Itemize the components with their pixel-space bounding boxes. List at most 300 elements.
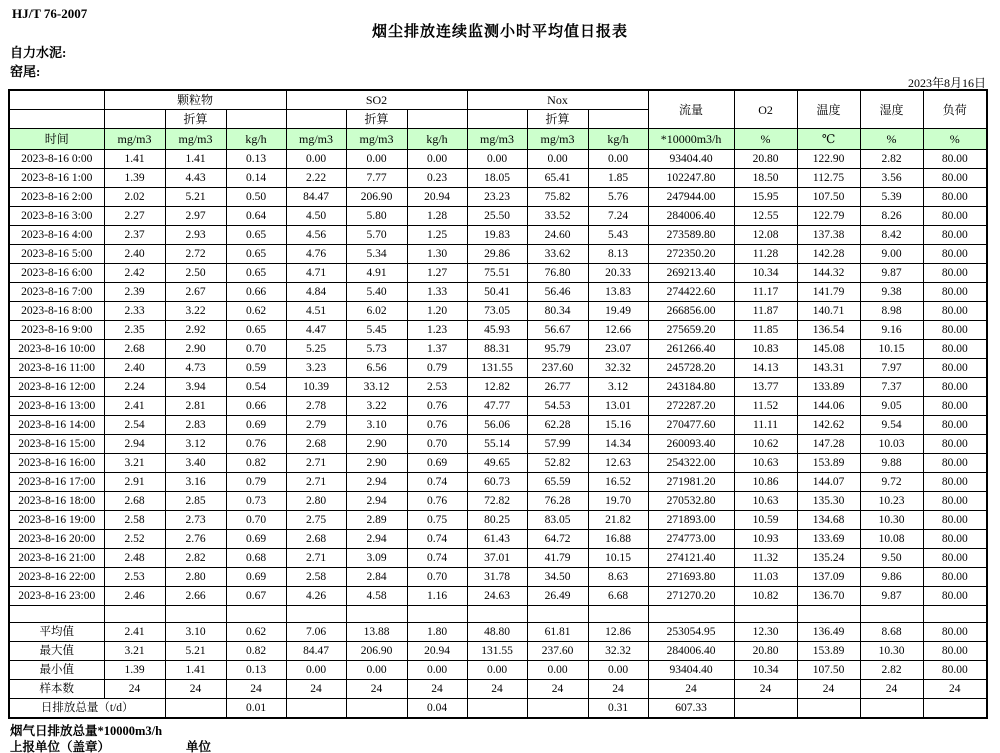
value-cell: 47.77 (467, 397, 527, 416)
summary-value-cell: 24 (588, 680, 648, 699)
summary-value-cell: 2.41 (104, 623, 165, 642)
value-cell: 135.30 (797, 492, 860, 511)
value-cell: 80.00 (923, 359, 987, 378)
summary-value-cell: 80.00 (923, 642, 987, 661)
table-row (9, 511, 987, 530)
value-cell: 122.79 (797, 207, 860, 226)
summary-value-cell: 12.86 (588, 623, 648, 642)
value-cell: 0.00 (407, 150, 467, 169)
unit-cell: mg/m3 (467, 129, 527, 150)
col-load: 负荷 (923, 90, 987, 129)
unit-cell: mg/m3 (165, 129, 226, 150)
summary-value-cell: 0.00 (588, 661, 648, 680)
value-cell: 10.59 (734, 511, 797, 530)
value-cell: 61.43 (467, 530, 527, 549)
col-group-so2: SO2 (286, 90, 467, 110)
value-cell: 41.79 (527, 549, 588, 568)
empty-cell (104, 606, 165, 623)
value-cell: 1.41 (165, 150, 226, 169)
value-cell: 0.74 (407, 549, 467, 568)
value-cell: 76.80 (527, 264, 588, 283)
value-cell: 0.70 (226, 340, 286, 359)
value-cell: 2.90 (165, 340, 226, 359)
table-row (9, 302, 987, 321)
table-row (9, 321, 987, 340)
value-cell: 20.80 (734, 150, 797, 169)
value-cell: 2.48 (104, 549, 165, 568)
table-row (9, 378, 987, 397)
value-cell: 10.30 (860, 511, 923, 530)
value-cell: 0.70 (407, 435, 467, 454)
value-cell: 260093.40 (648, 435, 734, 454)
empty-cell (648, 606, 734, 623)
value-cell: 9.00 (860, 245, 923, 264)
value-cell: 9.16 (860, 321, 923, 340)
value-cell: 18.05 (467, 169, 527, 188)
page-title: 烟尘排放连续监测小时平均值日报表 (371, 24, 628, 40)
value-cell: 4.91 (346, 264, 407, 283)
value-cell: 3.12 (588, 378, 648, 397)
unit-cell: *10000m3/h (648, 129, 734, 150)
value-cell: 7.77 (346, 169, 407, 188)
value-cell: 1.41 (104, 150, 165, 169)
value-cell: 24.63 (467, 587, 527, 606)
value-cell: 8.98 (860, 302, 923, 321)
value-cell: 141.79 (797, 283, 860, 302)
table-row (9, 226, 987, 245)
value-cell: 5.40 (346, 283, 407, 302)
value-cell: 0.68 (226, 549, 286, 568)
row-time: 2023-8-16 21:00 (9, 549, 104, 568)
row-time: 2023-8-16 0:00 (9, 150, 104, 169)
value-cell: 50.41 (467, 283, 527, 302)
value-cell: 0.54 (226, 378, 286, 397)
row-time: 2023-8-16 12:00 (9, 378, 104, 397)
row-time: 2023-8-16 8:00 (9, 302, 104, 321)
summary-value-cell: 24 (648, 680, 734, 699)
value-cell: 0.50 (226, 188, 286, 207)
summary-value-cell: 7.06 (286, 623, 346, 642)
daily-total-cell (346, 699, 407, 719)
empty-cell (165, 606, 226, 623)
value-cell: 10.83 (734, 340, 797, 359)
value-cell: 2.40 (104, 359, 165, 378)
summary-value-cell: 206.90 (346, 642, 407, 661)
value-cell: 2.89 (346, 511, 407, 530)
value-cell: 75.51 (467, 264, 527, 283)
value-cell: 136.70 (797, 587, 860, 606)
value-cell: 2.79 (286, 416, 346, 435)
value-cell: 0.69 (226, 568, 286, 587)
summary-value-cell: 24 (165, 680, 226, 699)
value-cell: 3.22 (165, 302, 226, 321)
value-cell: 2.90 (346, 435, 407, 454)
value-cell: 0.67 (226, 587, 286, 606)
summary-value-cell: 0.62 (226, 623, 286, 642)
col-humidity: 湿度 (860, 90, 923, 129)
table-row (9, 549, 987, 568)
value-cell: 29.86 (467, 245, 527, 264)
value-cell: 11.17 (734, 283, 797, 302)
value-cell: 12.63 (588, 454, 648, 473)
value-cell: 8.63 (588, 568, 648, 587)
value-cell: 2.66 (165, 587, 226, 606)
row-time: 2023-8-16 23:00 (9, 587, 104, 606)
value-cell: 18.50 (734, 169, 797, 188)
value-cell: 1.16 (407, 587, 467, 606)
row-time: 2023-8-16 13:00 (9, 397, 104, 416)
value-cell: 2.67 (165, 283, 226, 302)
value-cell: 19.83 (467, 226, 527, 245)
value-cell: 4.71 (286, 264, 346, 283)
value-cell: 72.82 (467, 492, 527, 511)
value-cell: 10.39 (286, 378, 346, 397)
value-cell: 2.68 (286, 435, 346, 454)
value-cell: 133.69 (797, 530, 860, 549)
summary-value-cell: 24 (734, 680, 797, 699)
value-cell: 2.92 (165, 321, 226, 340)
value-cell: 25.50 (467, 207, 527, 226)
value-cell: 0.65 (226, 321, 286, 340)
summary-row (9, 680, 987, 699)
value-cell: 19.70 (588, 492, 648, 511)
summary-value-cell: 2.82 (860, 661, 923, 680)
time-head-blank (9, 90, 104, 110)
value-cell: 153.89 (797, 454, 860, 473)
value-cell: 4.58 (346, 587, 407, 606)
value-cell: 5.39 (860, 188, 923, 207)
value-cell: 4.43 (165, 169, 226, 188)
row-time: 2023-8-16 7:00 (9, 283, 104, 302)
table-row (9, 492, 987, 511)
summary-value-cell: 32.32 (588, 642, 648, 661)
value-cell: 144.32 (797, 264, 860, 283)
value-cell: 0.76 (407, 416, 467, 435)
unit-cell: mg/m3 (346, 129, 407, 150)
value-cell: 2.78 (286, 397, 346, 416)
value-cell: 10.03 (860, 435, 923, 454)
row-time: 2023-8-16 20:00 (9, 530, 104, 549)
summary-value-cell: 24 (860, 680, 923, 699)
table-row (9, 188, 987, 207)
table-row (9, 397, 987, 416)
value-cell: 0.00 (527, 150, 588, 169)
table-row (9, 416, 987, 435)
value-cell: 7.24 (588, 207, 648, 226)
value-cell: 56.06 (467, 416, 527, 435)
value-cell: 0.69 (226, 416, 286, 435)
value-cell: 10.93 (734, 530, 797, 549)
value-cell: 45.93 (467, 321, 527, 340)
value-cell: 60.73 (467, 473, 527, 492)
value-cell: 0.69 (407, 454, 467, 473)
row-time: 2023-8-16 18:00 (9, 492, 104, 511)
value-cell: 8.26 (860, 207, 923, 226)
summary-value-cell: 24 (407, 680, 467, 699)
value-cell: 16.52 (588, 473, 648, 492)
value-cell: 144.06 (797, 397, 860, 416)
value-cell: 15.95 (734, 188, 797, 207)
value-cell: 10.15 (588, 549, 648, 568)
summary-value-cell: 24 (286, 680, 346, 699)
table-row (9, 340, 987, 359)
value-cell: 245728.20 (648, 359, 734, 378)
value-cell: 32.32 (588, 359, 648, 378)
value-cell: 5.80 (346, 207, 407, 226)
col-group-nox: Nox (467, 90, 648, 110)
value-cell: 11.52 (734, 397, 797, 416)
value-cell: 9.87 (860, 587, 923, 606)
value-cell: 33.12 (346, 378, 407, 397)
summary-value-cell: 0.82 (226, 642, 286, 661)
value-cell: 2.91 (104, 473, 165, 492)
row-time: 2023-8-16 22:00 (9, 568, 104, 587)
value-cell: 9.87 (860, 264, 923, 283)
empty-cell (860, 606, 923, 623)
value-cell: 80.00 (923, 264, 987, 283)
summary-value-cell: 61.81 (527, 623, 588, 642)
summary-value-cell: 10.30 (860, 642, 923, 661)
table-row (9, 169, 987, 188)
value-cell: 5.43 (588, 226, 648, 245)
table-row (9, 587, 987, 606)
value-cell: 65.59 (527, 473, 588, 492)
summary-label: 最小值 (9, 661, 104, 680)
daily-total-cell (860, 699, 923, 719)
value-cell: 2.02 (104, 188, 165, 207)
row-time: 2023-8-16 17:00 (9, 473, 104, 492)
value-cell: 134.68 (797, 511, 860, 530)
value-cell: 2.68 (286, 530, 346, 549)
summary-value-cell: 0.13 (226, 661, 286, 680)
summary-value-cell: 237.60 (527, 642, 588, 661)
daily-total-cell (923, 699, 987, 719)
value-cell: 0.64 (226, 207, 286, 226)
value-cell: 10.62 (734, 435, 797, 454)
value-cell: 0.73 (226, 492, 286, 511)
value-cell: 10.34 (734, 264, 797, 283)
value-cell: 12.66 (588, 321, 648, 340)
value-cell: 0.75 (407, 511, 467, 530)
summary-value-cell: 0.00 (407, 661, 467, 680)
value-cell: 16.88 (588, 530, 648, 549)
value-cell: 2.52 (104, 530, 165, 549)
report-date: 2023年8月16日 (907, 76, 986, 90)
value-cell: 135.24 (797, 549, 860, 568)
summary-value-cell: 3.10 (165, 623, 226, 642)
value-cell: 6.68 (588, 587, 648, 606)
row-time: 2023-8-16 10:00 (9, 340, 104, 359)
value-cell: 0.76 (407, 397, 467, 416)
value-cell: 80.00 (923, 378, 987, 397)
value-cell: 0.00 (467, 150, 527, 169)
value-cell: 7.97 (860, 359, 923, 378)
value-cell: 270477.60 (648, 416, 734, 435)
value-cell: 2.84 (346, 568, 407, 587)
daily-total-cell: 0.01 (226, 699, 286, 719)
value-cell: 2.22 (286, 169, 346, 188)
value-cell: 2.68 (104, 340, 165, 359)
value-cell: 4.76 (286, 245, 346, 264)
summary-value-cell: 8.68 (860, 623, 923, 642)
value-cell: 13.83 (588, 283, 648, 302)
value-cell: 136.54 (797, 321, 860, 340)
value-cell: 20.94 (407, 188, 467, 207)
row-time: 2023-8-16 5:00 (9, 245, 104, 264)
table-row (9, 454, 987, 473)
value-cell: 2.82 (860, 150, 923, 169)
summary-value-cell: 24 (104, 680, 165, 699)
value-cell: 266856.00 (648, 302, 734, 321)
value-cell: 2.94 (104, 435, 165, 454)
value-cell: 14.13 (734, 359, 797, 378)
unit-cell: kg/h (407, 129, 467, 150)
value-cell: 2.53 (407, 378, 467, 397)
value-cell: 2.82 (165, 549, 226, 568)
summary-value-cell: 20.80 (734, 642, 797, 661)
value-cell: 3.09 (346, 549, 407, 568)
unit-cell: ℃ (797, 129, 860, 150)
value-cell: 2.58 (104, 511, 165, 530)
value-cell: 0.70 (407, 568, 467, 587)
value-cell: 144.07 (797, 473, 860, 492)
value-cell: 11.28 (734, 245, 797, 264)
value-cell: 12.08 (734, 226, 797, 245)
summary-value-cell: 24 (346, 680, 407, 699)
value-cell: 272350.20 (648, 245, 734, 264)
table-row (9, 207, 987, 226)
value-cell: 54.53 (527, 397, 588, 416)
summary-value-cell: 24 (527, 680, 588, 699)
value-cell: 80.00 (923, 568, 987, 587)
summary-row (9, 661, 987, 680)
value-cell: 271270.20 (648, 587, 734, 606)
summary-value-cell: 107.50 (797, 661, 860, 680)
table-row (9, 530, 987, 549)
table-row (9, 245, 987, 264)
value-cell: 13.01 (588, 397, 648, 416)
value-cell: 57.99 (527, 435, 588, 454)
value-cell: 80.00 (923, 226, 987, 245)
daily-total-cell: 0.04 (407, 699, 467, 719)
value-cell: 4.56 (286, 226, 346, 245)
summary-value-cell: 24 (923, 680, 987, 699)
value-cell: 5.73 (346, 340, 407, 359)
value-cell: 271693.80 (648, 568, 734, 587)
value-cell: 9.54 (860, 416, 923, 435)
value-cell: 3.23 (286, 359, 346, 378)
value-cell: 64.72 (527, 530, 588, 549)
summary-value-cell: 24 (797, 680, 860, 699)
summary-value-cell: 1.39 (104, 661, 165, 680)
value-cell: 10.82 (734, 587, 797, 606)
value-cell: 10.08 (860, 530, 923, 549)
summary-value-cell: 48.80 (467, 623, 527, 642)
value-cell: 37.01 (467, 549, 527, 568)
summary-value-cell: 80.00 (923, 661, 987, 680)
col-temperature: 温度 (797, 90, 860, 129)
value-cell: 80.00 (923, 340, 987, 359)
value-cell: 2.90 (346, 454, 407, 473)
value-cell: 4.51 (286, 302, 346, 321)
daily-total-cell (527, 699, 588, 719)
value-cell: 80.34 (527, 302, 588, 321)
value-cell: 80.00 (923, 245, 987, 264)
value-cell: 24.60 (527, 226, 588, 245)
value-cell: 76.28 (527, 492, 588, 511)
value-cell: 62.28 (527, 416, 588, 435)
value-cell: 0.74 (407, 530, 467, 549)
value-cell: 0.00 (346, 150, 407, 169)
row-time: 2023-8-16 19:00 (9, 511, 104, 530)
value-cell: 8.42 (860, 226, 923, 245)
value-cell: 11.03 (734, 568, 797, 587)
value-cell: 80.00 (923, 511, 987, 530)
daily-total-cell: 0.31 (588, 699, 648, 719)
summary-value-cell: 0.00 (467, 661, 527, 680)
value-cell: 2.40 (104, 245, 165, 264)
value-cell: 1.33 (407, 283, 467, 302)
summary-label: 样本数 (9, 680, 104, 699)
row-time: 2023-8-16 3:00 (9, 207, 104, 226)
doc-code: HJ/T 76-2007 (12, 6, 88, 21)
value-cell: 4.47 (286, 321, 346, 340)
value-cell: 1.39 (104, 169, 165, 188)
value-cell: 102247.80 (648, 169, 734, 188)
table-row (9, 473, 987, 492)
unit-cell: mg/m3 (286, 129, 346, 150)
value-cell: 2.71 (286, 549, 346, 568)
value-cell: 3.10 (346, 416, 407, 435)
value-cell: 271981.20 (648, 473, 734, 492)
value-cell: 11.87 (734, 302, 797, 321)
value-cell: 271893.00 (648, 511, 734, 530)
unit-cell: % (734, 129, 797, 150)
value-cell: 0.65 (226, 264, 286, 283)
value-cell: 10.63 (734, 454, 797, 473)
value-cell: 9.05 (860, 397, 923, 416)
value-cell: 0.70 (226, 511, 286, 530)
value-cell: 145.08 (797, 340, 860, 359)
summary-value-cell: 284006.40 (648, 642, 734, 661)
value-cell: 0.00 (588, 150, 648, 169)
row-time: 2023-8-16 2:00 (9, 188, 104, 207)
value-cell: 143.31 (797, 359, 860, 378)
empty-cell (407, 606, 467, 623)
value-cell: 11.32 (734, 549, 797, 568)
value-cell: 23.07 (588, 340, 648, 359)
value-cell: 273589.80 (648, 226, 734, 245)
value-cell: 2.76 (165, 530, 226, 549)
value-cell: 140.71 (797, 302, 860, 321)
value-cell: 10.15 (860, 340, 923, 359)
value-cell: 55.14 (467, 435, 527, 454)
value-cell: 33.52 (527, 207, 588, 226)
value-cell: 1.25 (407, 226, 467, 245)
value-cell: 10.86 (734, 473, 797, 492)
value-cell: 2.33 (104, 302, 165, 321)
value-cell: 12.82 (467, 378, 527, 397)
row-time: 2023-8-16 6:00 (9, 264, 104, 283)
value-cell: 2.75 (286, 511, 346, 530)
row-time: 2023-8-16 9:00 (9, 321, 104, 340)
value-cell: 4.84 (286, 283, 346, 302)
value-cell: 3.56 (860, 169, 923, 188)
value-cell: 3.94 (165, 378, 226, 397)
value-cell: 1.20 (407, 302, 467, 321)
col-o2: O2 (734, 90, 797, 129)
value-cell: 2.35 (104, 321, 165, 340)
